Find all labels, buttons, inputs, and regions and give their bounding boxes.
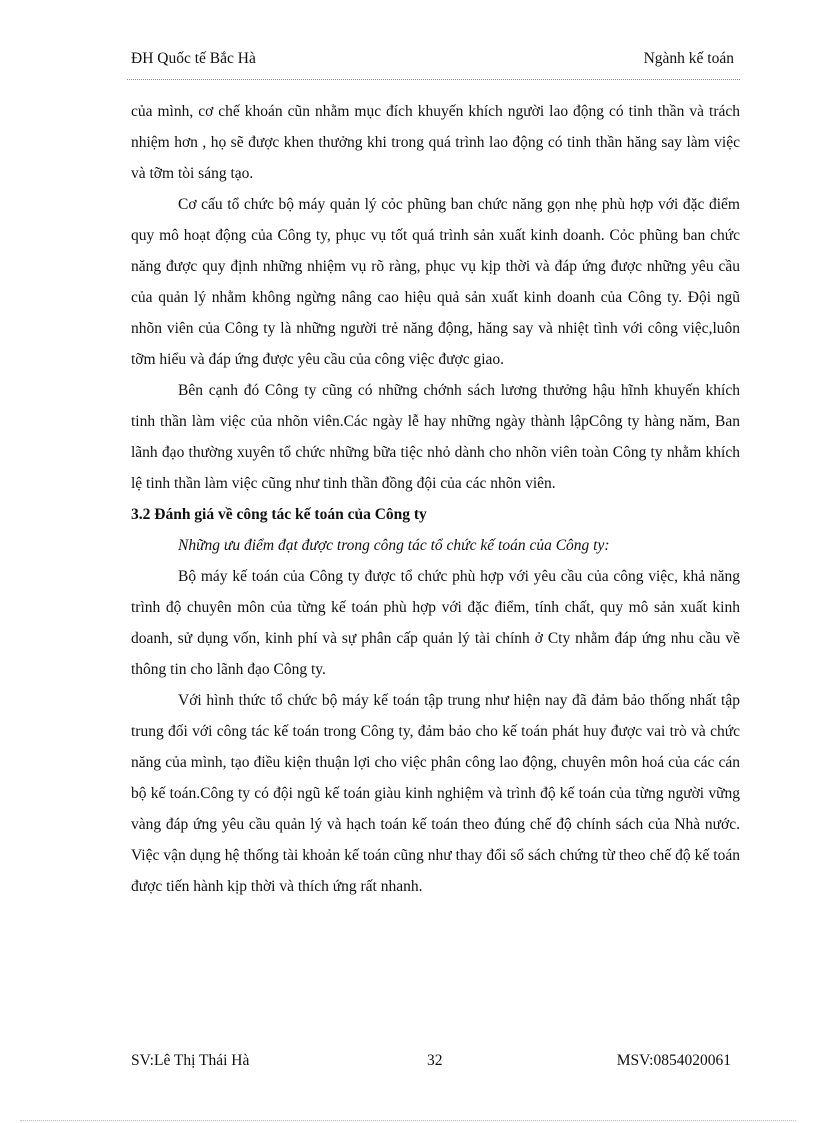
header-university: ĐH Quốc tế Bắc Hà (131, 50, 256, 67)
header-divider (127, 79, 740, 80)
paragraph-accounting-apparatus: Bộ máy kế toán của Công ty được tổ chức phù hợp với yêu cầu của công việc, khả năng trình độ chuyên môn của từng kế toán phù hợp với đặc điểm, tính chất, quy mô sản xuất kinh doanh, sử dụng vốn, kinh phí và sự phân cấp quản lý tài chính ở Cty nhằm đáp ứng nhu cầu về thông tin cho lãnh đạo Công ty. (131, 568, 740, 678)
paragraph-benefits: Bên cạnh đó Công ty cũng có những chớnh sách lương thưởng hậu hĩnh khuyến khích tinh thần làm việc của nhõn viên.Các ngày lễ hay những ngày thành lậpCông ty hàng năm, Ban lãnh đạo thường xuyên tổ chức những bữa tiệc nhỏ dành cho nhõn viên toàn Công ty nhằm khích lệ tinh thần làm việc cũng như tinh thần đồng đội của các nhõn viên. (131, 382, 740, 492)
page-body (131, 96, 740, 902)
page-bottom-divider (20, 1120, 796, 1121)
page-header (131, 50, 734, 72)
paragraph-continued: của mình, cơ chế khoán cũn nhằm mục đích khuyến khích người lao động có tinh thần và trách nhiệm hơn , họ sẽ được khen thưởng khi trong quá trình lao động có tinh thần hăng say làm việc và tỡm tòi sáng tạo. (131, 103, 740, 182)
page-footer (131, 1052, 731, 1074)
footer-student-name: SV:Lê Thị Thái Hà (131, 1052, 250, 1069)
paragraph-centralized-form: Với hình thức tổ chức bộ máy kế toán tập trung như hiện nay đã đảm bảo thống nhất tập trung đối với công tác kế toán trong Công ty, đảm bảo cho kế toán phát huy được vai trò và chức năng của mình, tạo điều kiện thuận lợi cho việc phân công lao động, chuyên môn hoá của các cán bộ kế toán.Công ty có đội ngũ kế toán giàu kinh nghiệm và trình độ kế toán của từng người vững vàng đáp ứng yêu cầu quản lý và hạch toán kế toán theo đúng chế độ chính sách của Nhà nước. Việc vận dụng hệ thống tài khoản kế toán cũng như thay đổi sổ sách chứng từ theo chế độ kế toán được tiến hành kịp thời và thích ứng rất nhanh. (131, 692, 740, 895)
paragraph-structure: Cơ cấu tổ chức bộ máy quản lý cỏc phũng ban chức năng gọn nhẹ phù hợp với đặc điểm quy mô hoạt động của Công ty, phục vụ tốt quá trình sản xuất kinh doanh. Cỏc phũng ban chức năng được quy định những nhiệm vụ rõ ràng, phục vụ kịp thời và đáp ứng được những yêu cầu của quản lý nhằm không ngừng nâng cao hiệu quả sản xuất kinh doanh của Công ty. Đội ngũ nhõn viên của Công ty là những người trẻ năng động, hăng say và nhiệt tình với công việc,luôn tỡm hiểu và đáp ứng được yêu cầu của công việc được giao. (131, 196, 740, 368)
page-number: 32 (427, 1052, 443, 1069)
footer-student-id: MSV:0854020061 (616, 1052, 731, 1069)
header-major: Ngành kế toán (643, 50, 734, 67)
section-heading: 3.2 Đánh giá về công tác kế toán của Công ty (131, 506, 427, 523)
subheading: Những ưu điểm đạt được trong công tác tổ chức kế toán của Công ty: (178, 537, 610, 554)
